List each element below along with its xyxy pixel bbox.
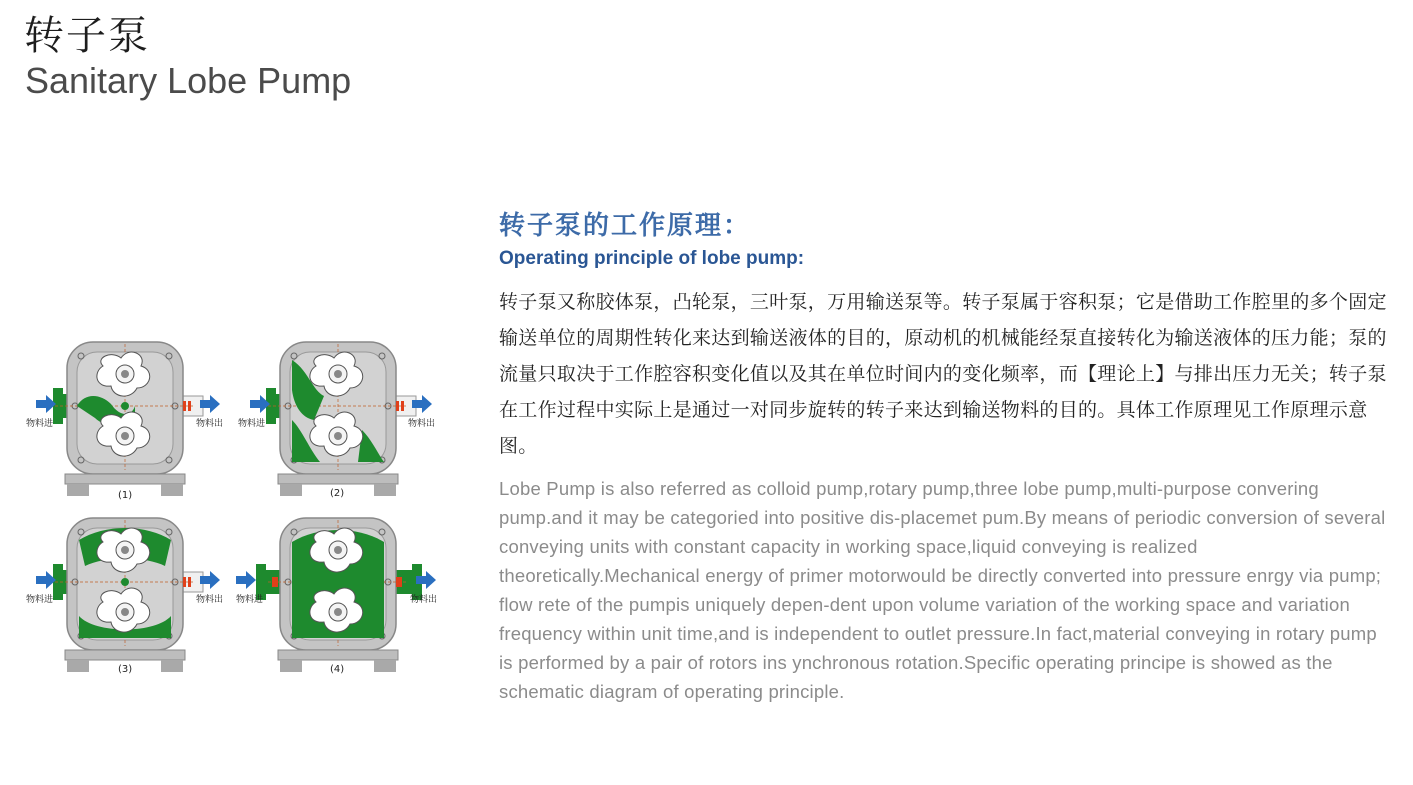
stage-label-2: (2) [330,488,345,499]
stage-label-4: (4) [330,664,345,675]
section-heading-en: Operating principle of lobe pump: [499,248,805,269]
inlet-arrow-4 [236,571,256,589]
inlet-label-4: 物料进 [236,595,264,605]
inlet-label-3: 物料进 [26,595,54,605]
description-en: Lobe Pump is also referred as colloid pump,rotary pump,three lobe pump,multi-purpose convering pump.and it may be categoried into positive dis-placemet pum.By means of periodic conversion of several conveying units with constant capacity in working space,liquid conveying is realized theoretically.Mechanical energy of primer motorwould be directly converted into pressure enrgy via pump; flow rete of the pumpis uniquely depen-dent upon volume variation of the working space and variation frequency within unit time,and is independent to outlet pressure.In fact,material conveying in rotary pump is performed by a pair of rotors ins ynchronous rotation.Specific operating principe is showed as the schematic diagram of operating principle. [499,478,1386,702]
lobe-pump-diagram [20,330,450,690]
outlet-label-2: 物料出 [408,419,436,429]
inlet-label-1: 物料进 [26,419,54,429]
stage-label-1: (1) [118,490,133,501]
pump-stage-3 [53,518,203,672]
pump-stage-1 [53,342,203,496]
description-cn: 转子泵又称胶体泵，凸轮泵，三叶泵，万用输送泵等。转子泵属于容积泵；它是借助工作腔里的多个固定输送单位的周期性转化来达到输送液体的目的，原动机的机械能经泵直接转化为输送液体的压力能；泵的流量只取决于工作腔容积变化值以及其在单位时间内的变化频率，而【理论上】与排出压力无关；转子泵在工作过程中实际上是通过一对同步旋转的转子来达到输送物料的目的。具体工作原理见工作原理示意图。 [499,291,1387,457]
outlet-label-1: 物料出 [196,419,224,429]
pump-stage-2 [266,342,416,496]
stage-label-3: (3) [118,664,133,675]
principle-section [499,210,1394,706]
page-title-cn: 转子泵 [24,13,150,59]
outlet-label-3: 物料出 [196,595,224,605]
section-heading-cn: 转子泵的工作原理： [499,211,752,241]
inlet-label-2: 物料进 [238,419,266,429]
outlet-label-4: 物料出 [410,595,438,605]
page-title-en: Sanitary Lobe Pump [25,60,352,101]
pump-stage-4 [256,518,422,672]
